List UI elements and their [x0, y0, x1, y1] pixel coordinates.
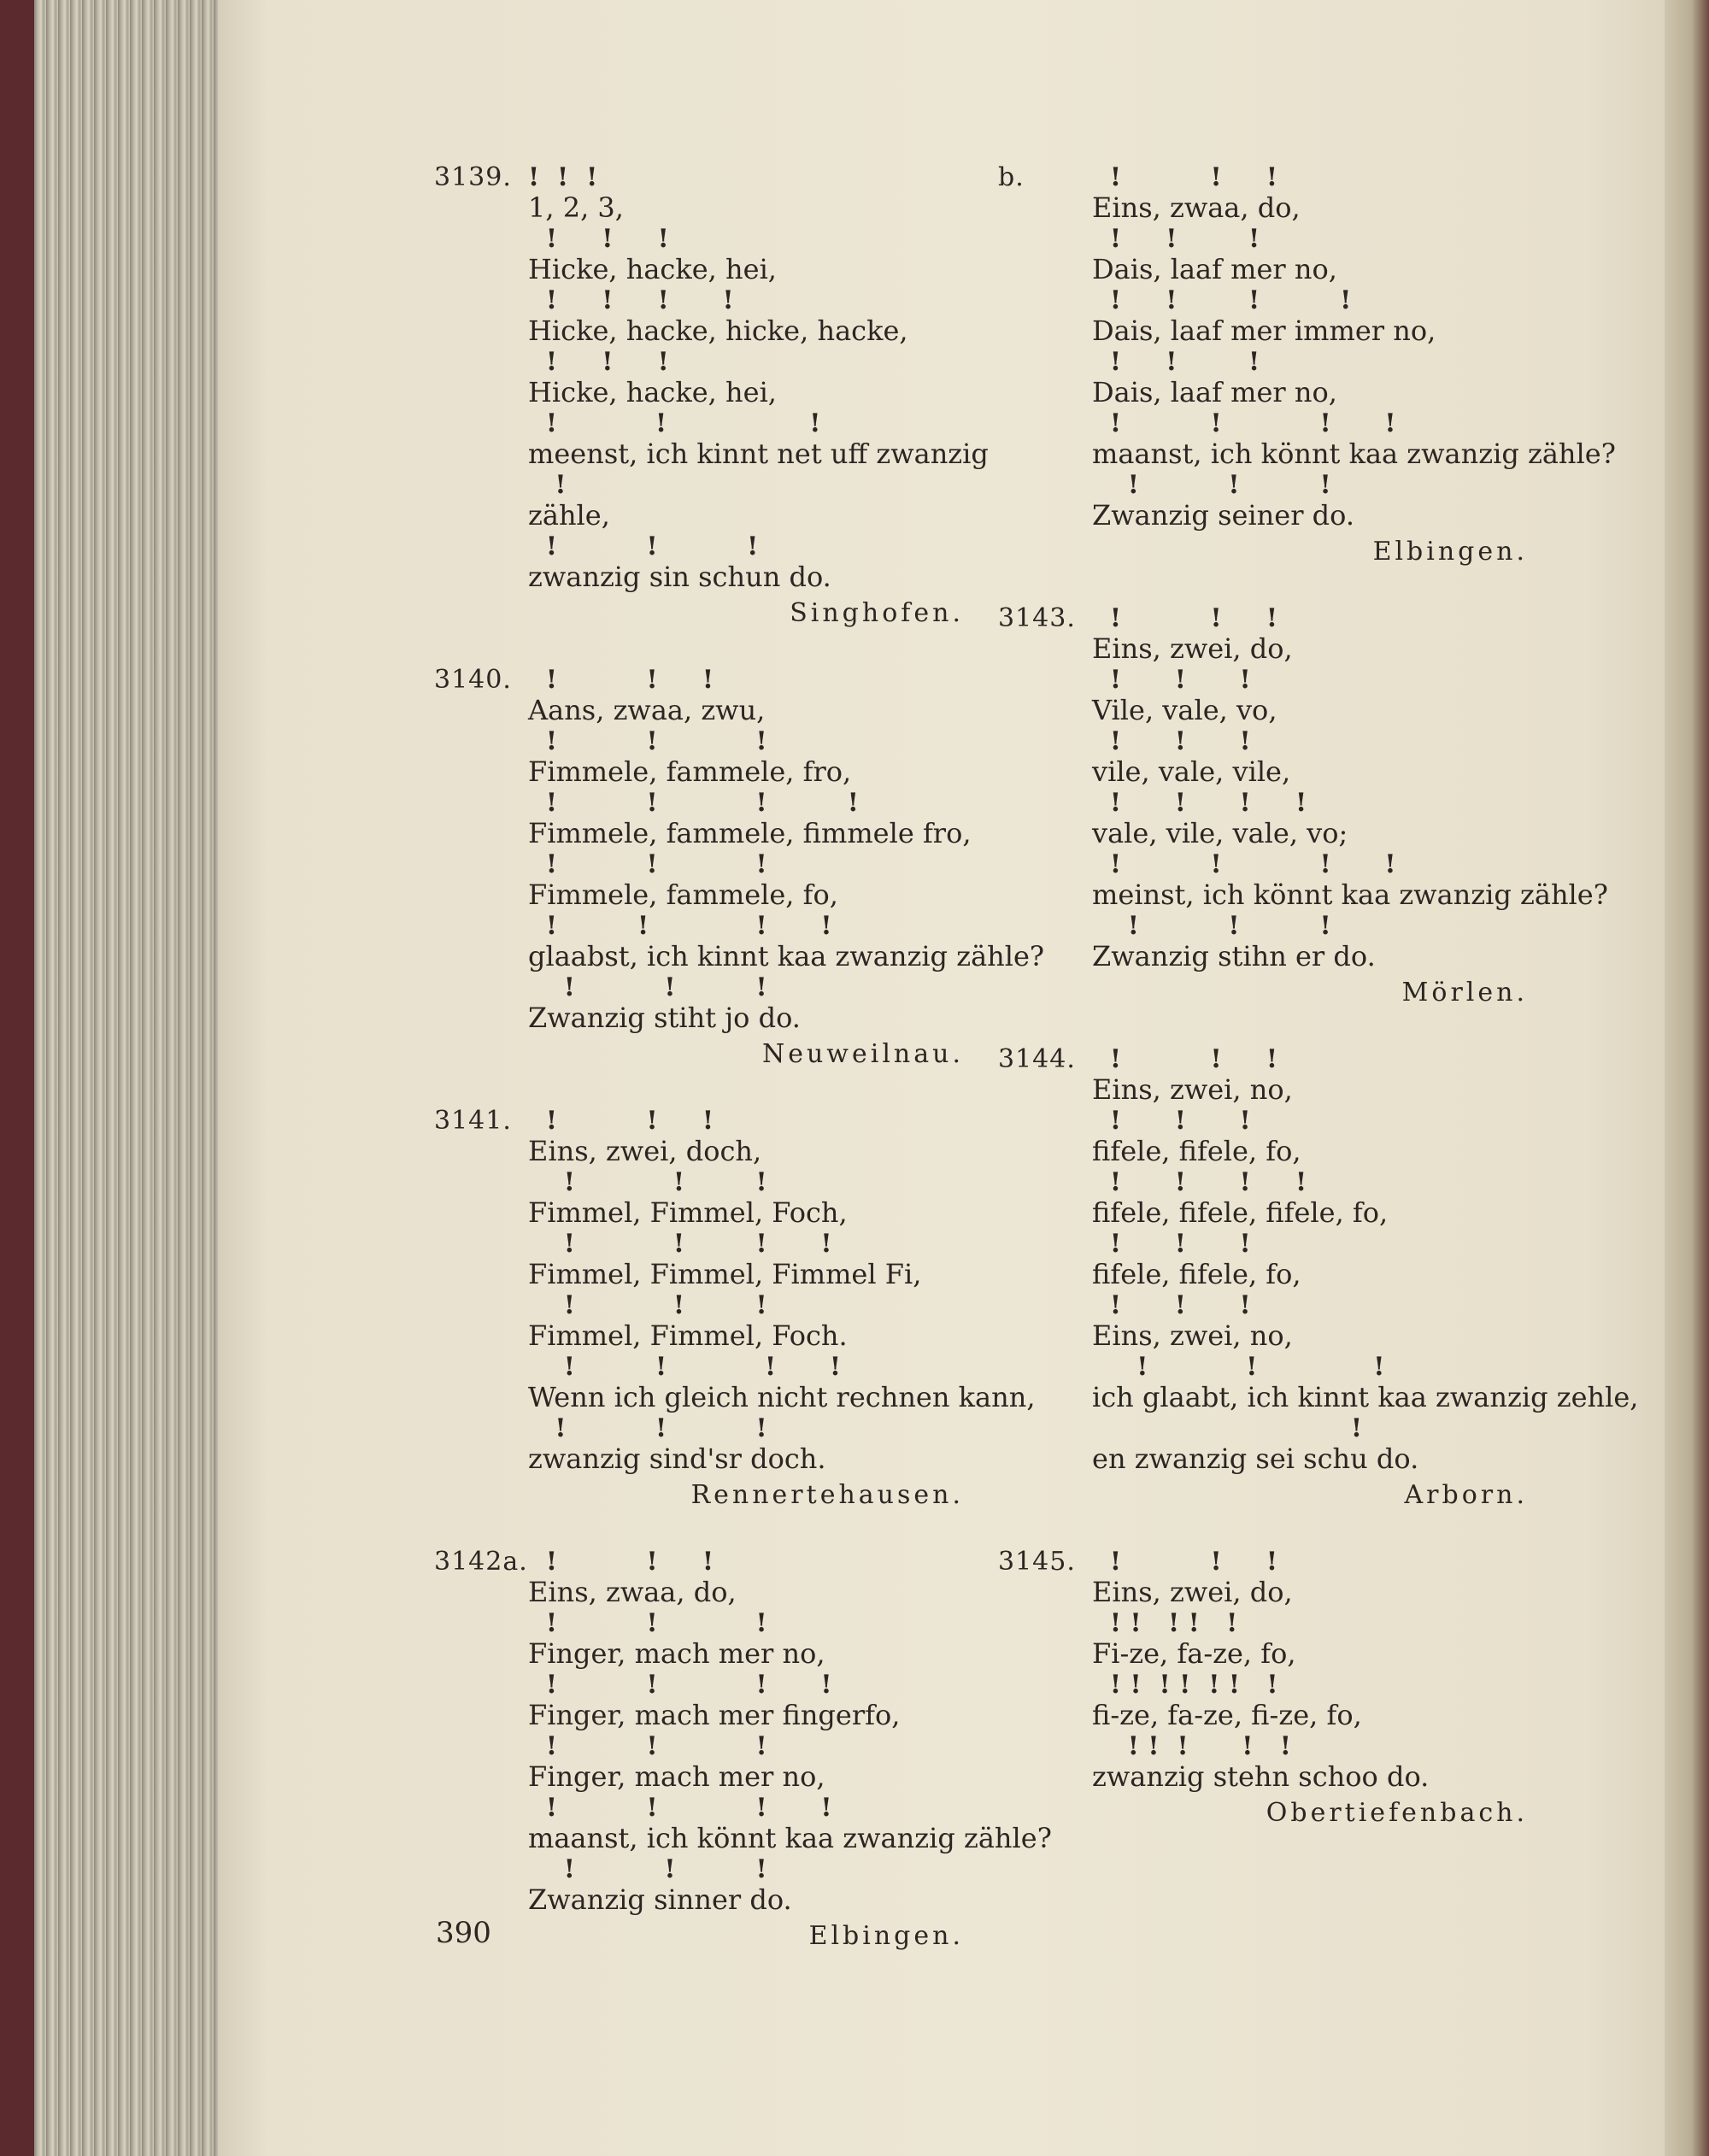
right-column	[998, 162, 1639, 1865]
verse-line: Fimmele, fammele, fimmele fro,	[528, 817, 972, 849]
verse-line: zwanzig stehn schoo do.	[1092, 1760, 1430, 1793]
verse-line: zwanzig sin schun do.	[528, 561, 831, 593]
place-name: Arborn.	[1404, 1480, 1528, 1510]
stress-marks: !	[528, 470, 567, 500]
stress-marks: ! ! !	[528, 162, 598, 192]
stress-marks: ! ! !	[1092, 470, 1331, 500]
stress-marks: ! ! !	[1092, 347, 1260, 377]
stress-marks: ! ! !	[1092, 162, 1278, 192]
verse-line: meinst, ich könnt kaa zwanzig zähle?	[1092, 878, 1608, 911]
page-number: 390	[436, 1916, 491, 1950]
entry-number: 3145.	[998, 1547, 1076, 1577]
verse-line: Eins, zwei, do,	[1092, 632, 1293, 665]
verse-line: Fi-ze, fa-ze, fo,	[1092, 1637, 1296, 1670]
book-gutter-shadow	[1665, 0, 1709, 2156]
stress-marks: ! ! ! !	[1092, 1167, 1307, 1197]
stress-marks: ! ! ! !	[1092, 849, 1396, 879]
entry-number: b.	[998, 162, 1025, 192]
stress-marks: ! ! !	[1092, 726, 1251, 756]
verse-line: Hicke, hacke, hicke, hacke,	[528, 314, 908, 347]
stress-marks: ! ! !	[1092, 603, 1278, 633]
verse-line: ich glaabt, ich kinnt kaa zwanzig zehle,	[1092, 1381, 1639, 1413]
verse-line: 1, 2, 3,	[528, 191, 624, 224]
verse-line: Zwanzig stiht jo do.	[528, 1002, 801, 1034]
stress-marks: ! ! !	[1092, 1229, 1251, 1259]
stress-marks: !	[1092, 1413, 1363, 1443]
entry-number: 3141.	[434, 1106, 512, 1136]
verse-line: Eins, zwei, doch,	[528, 1135, 762, 1167]
verse-line: glaabst, ich kinnt kaa zwanzig zähle?	[528, 940, 1045, 972]
entry-body	[1092, 1547, 1528, 1830]
verse-line: zähle,	[528, 499, 610, 532]
place-name: Rennertehausen.	[690, 1480, 964, 1510]
stress-marks: ! ! ! !	[1092, 285, 1352, 315]
stress-marks: ! ! !	[528, 347, 669, 377]
verse-line: Hicke, hacke, hei,	[528, 376, 777, 408]
verse-line: Zwanzig seiner do.	[1092, 499, 1355, 532]
entry-body	[1092, 603, 1608, 1010]
entry-body	[1092, 1044, 1639, 1513]
verse-line: Eins, zwei, no,	[1092, 1073, 1293, 1106]
rhyme-entry	[434, 162, 989, 631]
stress-marks: ! ! !	[528, 1106, 714, 1136]
entry-number: 3144.	[998, 1044, 1076, 1074]
entry-number: 3142a.	[434, 1547, 528, 1577]
stress-marks: ! ! !	[528, 1167, 767, 1197]
stress-marks: ! ! !	[1092, 1547, 1278, 1577]
stress-marks: ! ! !	[1092, 1044, 1278, 1074]
entry-body	[528, 1106, 1036, 1513]
verse-line: en zwanzig sei schu do.	[1092, 1442, 1419, 1475]
stress-marks: ! ! ! !	[528, 1352, 842, 1382]
stress-marks: ! ! ! ! !	[1092, 1731, 1291, 1761]
stress-marks: ! ! !	[528, 1854, 767, 1884]
stress-marks: ! ! !	[528, 665, 714, 695]
rhyme-entry	[998, 1547, 1528, 1830]
rhyme-entry	[998, 162, 1616, 569]
verse-line: Eins, zwei, no,	[1092, 1319, 1293, 1352]
verse-line: zwanzig sind'sr doch.	[528, 1442, 826, 1475]
place-name: Mörlen.	[1401, 978, 1528, 1008]
verse-line: Wenn ich gleich nicht rechnen kann,	[528, 1381, 1036, 1413]
stress-marks: ! ! !	[528, 849, 767, 879]
stress-marks: ! ! ! !	[528, 788, 859, 818]
verse-line: meenst, ich kinnt net uff zwanzig	[528, 438, 989, 470]
verse-line: Zwanzig stihn er do.	[1092, 940, 1376, 972]
entry-body	[1092, 162, 1616, 569]
verse-line: Fimmel, Fimmel, Foch,	[528, 1196, 848, 1229]
stress-marks: ! ! !	[1092, 911, 1331, 941]
verse-line: Finger, mach mer no,	[528, 1637, 825, 1670]
stress-marks: ! ! !	[528, 1547, 714, 1577]
verse-line: Eins, zwaa, do,	[528, 1576, 737, 1608]
stress-marks: ! ! ! !	[528, 911, 832, 941]
verse-line: Fimmele, fammele, fo,	[528, 878, 838, 911]
stress-marks: ! ! !	[1092, 1290, 1251, 1320]
stress-marks: ! ! !	[1092, 224, 1260, 254]
stress-marks: ! ! !	[528, 1413, 767, 1443]
verse-line: Fimmel, Fimmel, Fimmel Fi,	[528, 1258, 922, 1290]
verse-line: Dais, laaf mer immer no,	[1092, 314, 1436, 347]
verse-line: Dais, laaf mer no,	[1092, 376, 1337, 408]
stress-marks: ! ! !	[528, 1731, 767, 1761]
verse-line: fifele, fifele, fo,	[1092, 1135, 1301, 1167]
stress-marks: ! ! ! !	[528, 1229, 832, 1259]
entry-number: 3143.	[998, 603, 1076, 633]
rhyme-entry	[998, 1044, 1639, 1513]
place-name: Elbingen.	[808, 1921, 964, 1951]
stress-marks: ! ! !	[528, 224, 669, 254]
verse-line: Hicke, hacke, hei,	[528, 253, 777, 285]
verse-line: Eins, zwaa, do,	[1092, 191, 1301, 224]
stress-marks: ! ! !	[528, 1290, 767, 1320]
verse-line: fi-ze, fa-ze, fi-ze, fo,	[1092, 1699, 1362, 1731]
stress-marks: ! ! !	[1092, 1352, 1385, 1382]
stress-marks: ! ! !	[1092, 665, 1251, 695]
stress-marks: ! ! !	[1092, 1106, 1251, 1136]
place-name: Neuweilnau.	[761, 1039, 964, 1069]
verse-line: Dais, laaf mer no,	[1092, 253, 1337, 285]
stress-marks: ! ! ! ! !	[1092, 1608, 1238, 1638]
stress-marks: ! ! !	[528, 972, 767, 1002]
stress-marks: ! ! !	[528, 1608, 767, 1638]
stress-marks: ! ! !	[528, 726, 767, 756]
place-name: Elbingen.	[1372, 537, 1528, 567]
stress-marks: ! ! ! !	[528, 1793, 832, 1823]
verse-line: Eins, zwei, do,	[1092, 1576, 1293, 1608]
entry-number: 3140.	[434, 665, 512, 695]
verse-line: fifele, fifele, fifele, fo,	[1092, 1196, 1389, 1229]
rhyme-entry	[434, 1106, 1036, 1513]
stress-marks: ! ! ! !	[1092, 408, 1396, 438]
verse-line: maanst, ich könnt kaa zwanzig zähle?	[528, 1822, 1052, 1854]
verse-line: Finger, mach mer no,	[528, 1760, 825, 1793]
stress-marks: ! ! ! !	[528, 1670, 832, 1700]
place-name: Obertiefenbach.	[1266, 1798, 1528, 1828]
entry-body	[528, 162, 989, 631]
stress-marks: ! ! !	[528, 408, 821, 438]
book-page-edges	[0, 0, 222, 2156]
place-name: Singhofen.	[790, 598, 964, 628]
verse-line: Aans, zwaa, zwu,	[528, 694, 766, 726]
stress-marks: ! ! ! !	[528, 285, 734, 315]
verse-line: Zwanzig sinner do.	[528, 1883, 792, 1916]
verse-line: fifele, fifele, fo,	[1092, 1258, 1301, 1290]
verse-line: Finger, mach mer fingerfo,	[528, 1699, 901, 1731]
stress-marks: ! ! ! ! ! ! !	[1092, 1670, 1278, 1700]
entry-number: 3139.	[434, 162, 512, 192]
rhyme-entry	[998, 603, 1608, 1010]
verse-line: Vile, vale, vo,	[1092, 694, 1277, 726]
verse-line: maanst, ich könnt kaa zwanzig zähle?	[1092, 438, 1616, 470]
verse-line: vale, vile, vale, vo;	[1092, 817, 1348, 849]
verse-line: vile, vale, vile,	[1092, 755, 1291, 788]
stress-marks: ! ! !	[528, 532, 759, 561]
verse-line: Fimmel, Fimmel, Foch.	[528, 1319, 848, 1352]
verse-line: Fimmele, fammele, fro,	[528, 755, 852, 788]
stress-marks: ! ! ! !	[1092, 788, 1307, 818]
